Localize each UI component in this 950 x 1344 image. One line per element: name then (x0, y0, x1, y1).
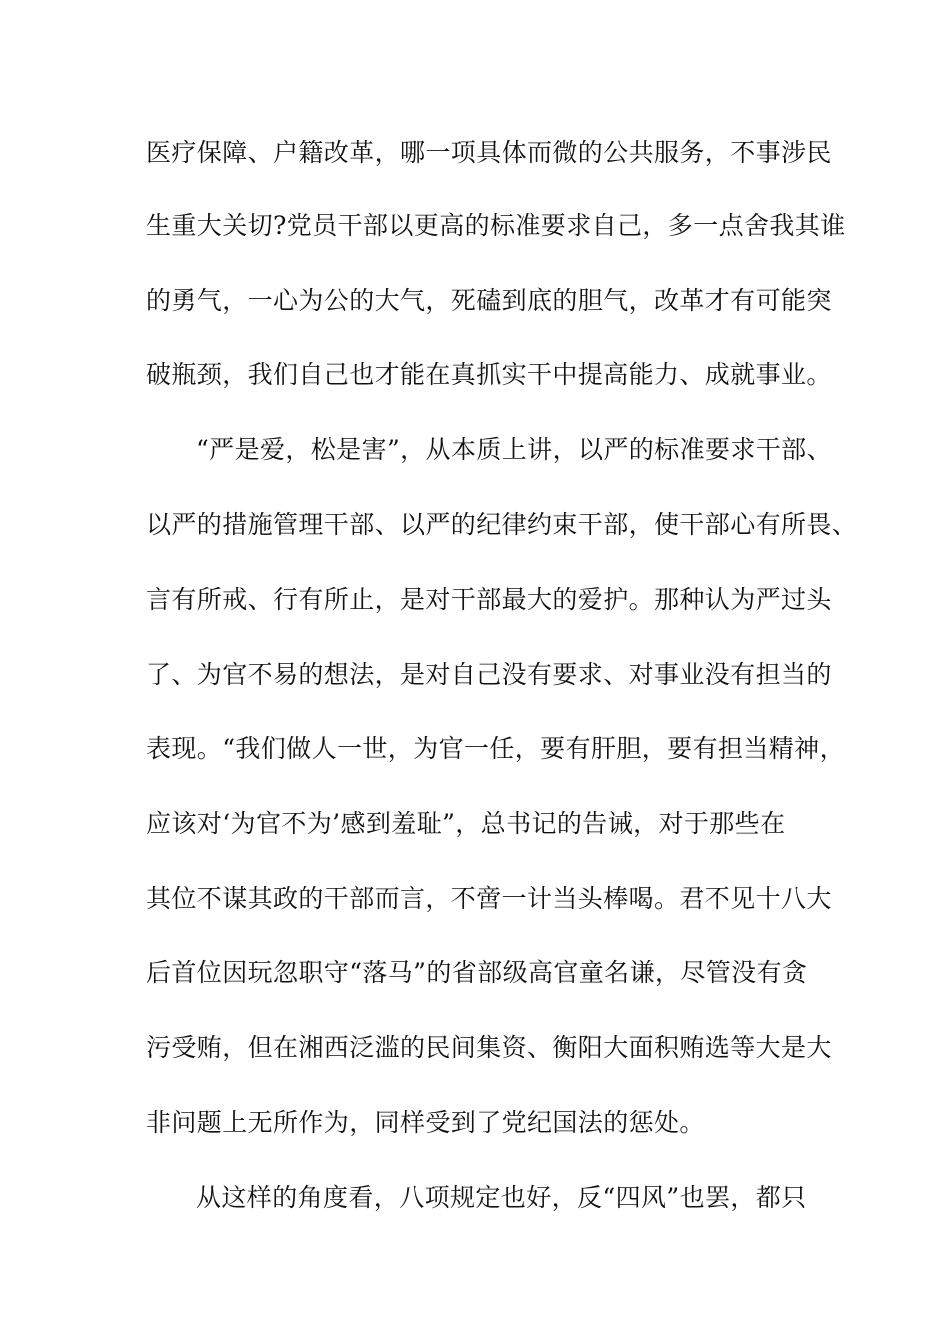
text-line-3: 的勇气，一心为公的大气，死磕到底的胆气，改革才有可能突 (146, 286, 832, 315)
text-line-8: 了、为官不易的想法，是对自己没有要求、对事业没有担当的 (146, 660, 832, 689)
paragraph-start-line-15: 从这样的角度看，八项规定也好，反“四风”也罢，都只 (196, 1183, 807, 1212)
text-line-10: 应该对‘为官不为’感到羞耻”，总书记的告诫，对于那些在 (146, 809, 786, 838)
text-line-1: 医疗保障、户籍改革，哪一项具体而微的公共服务，不事涉民 (146, 138, 832, 167)
text-line-2: 生重大关切?党员干部以更高的标准要求自己，多一点舍我其谁 (146, 211, 846, 240)
text-line-9: 表现。“我们做人一世，为官一任，要有肝胆，要有担当精神， (146, 734, 845, 763)
text-line-4: 破瓶颈，我们自己也才能在真抓实干中提高能力、成就事业。 (146, 360, 832, 389)
paragraph-start-line-5: “严是爱，松是害”，从本质上讲，以严的标准要求干部、 (196, 435, 832, 464)
text-line-12: 后首位因玩忽职守“落马”的省部级高官童名谦，尽管没有贪 (146, 958, 808, 987)
text-line-11: 其位不谋其政的干部而言，不啻一计当头棒喝。君不见十八大 (146, 884, 832, 913)
text-line-7: 言有所戒、行有所止，是对干部最大的爱护。那种认为严过头 (146, 585, 832, 614)
text-line-6: 以严的措施管理干部、以严的纪律约束干部，使干部心有所畏、 (146, 510, 858, 539)
text-line-14: 非问题上无所作为，同样受到了党纪国法的惩处。 (146, 1108, 705, 1137)
text-line-13: 污受贿，但在湘西泛滥的民间集资、衡阳大面积贿选等大是大 (146, 1033, 832, 1062)
